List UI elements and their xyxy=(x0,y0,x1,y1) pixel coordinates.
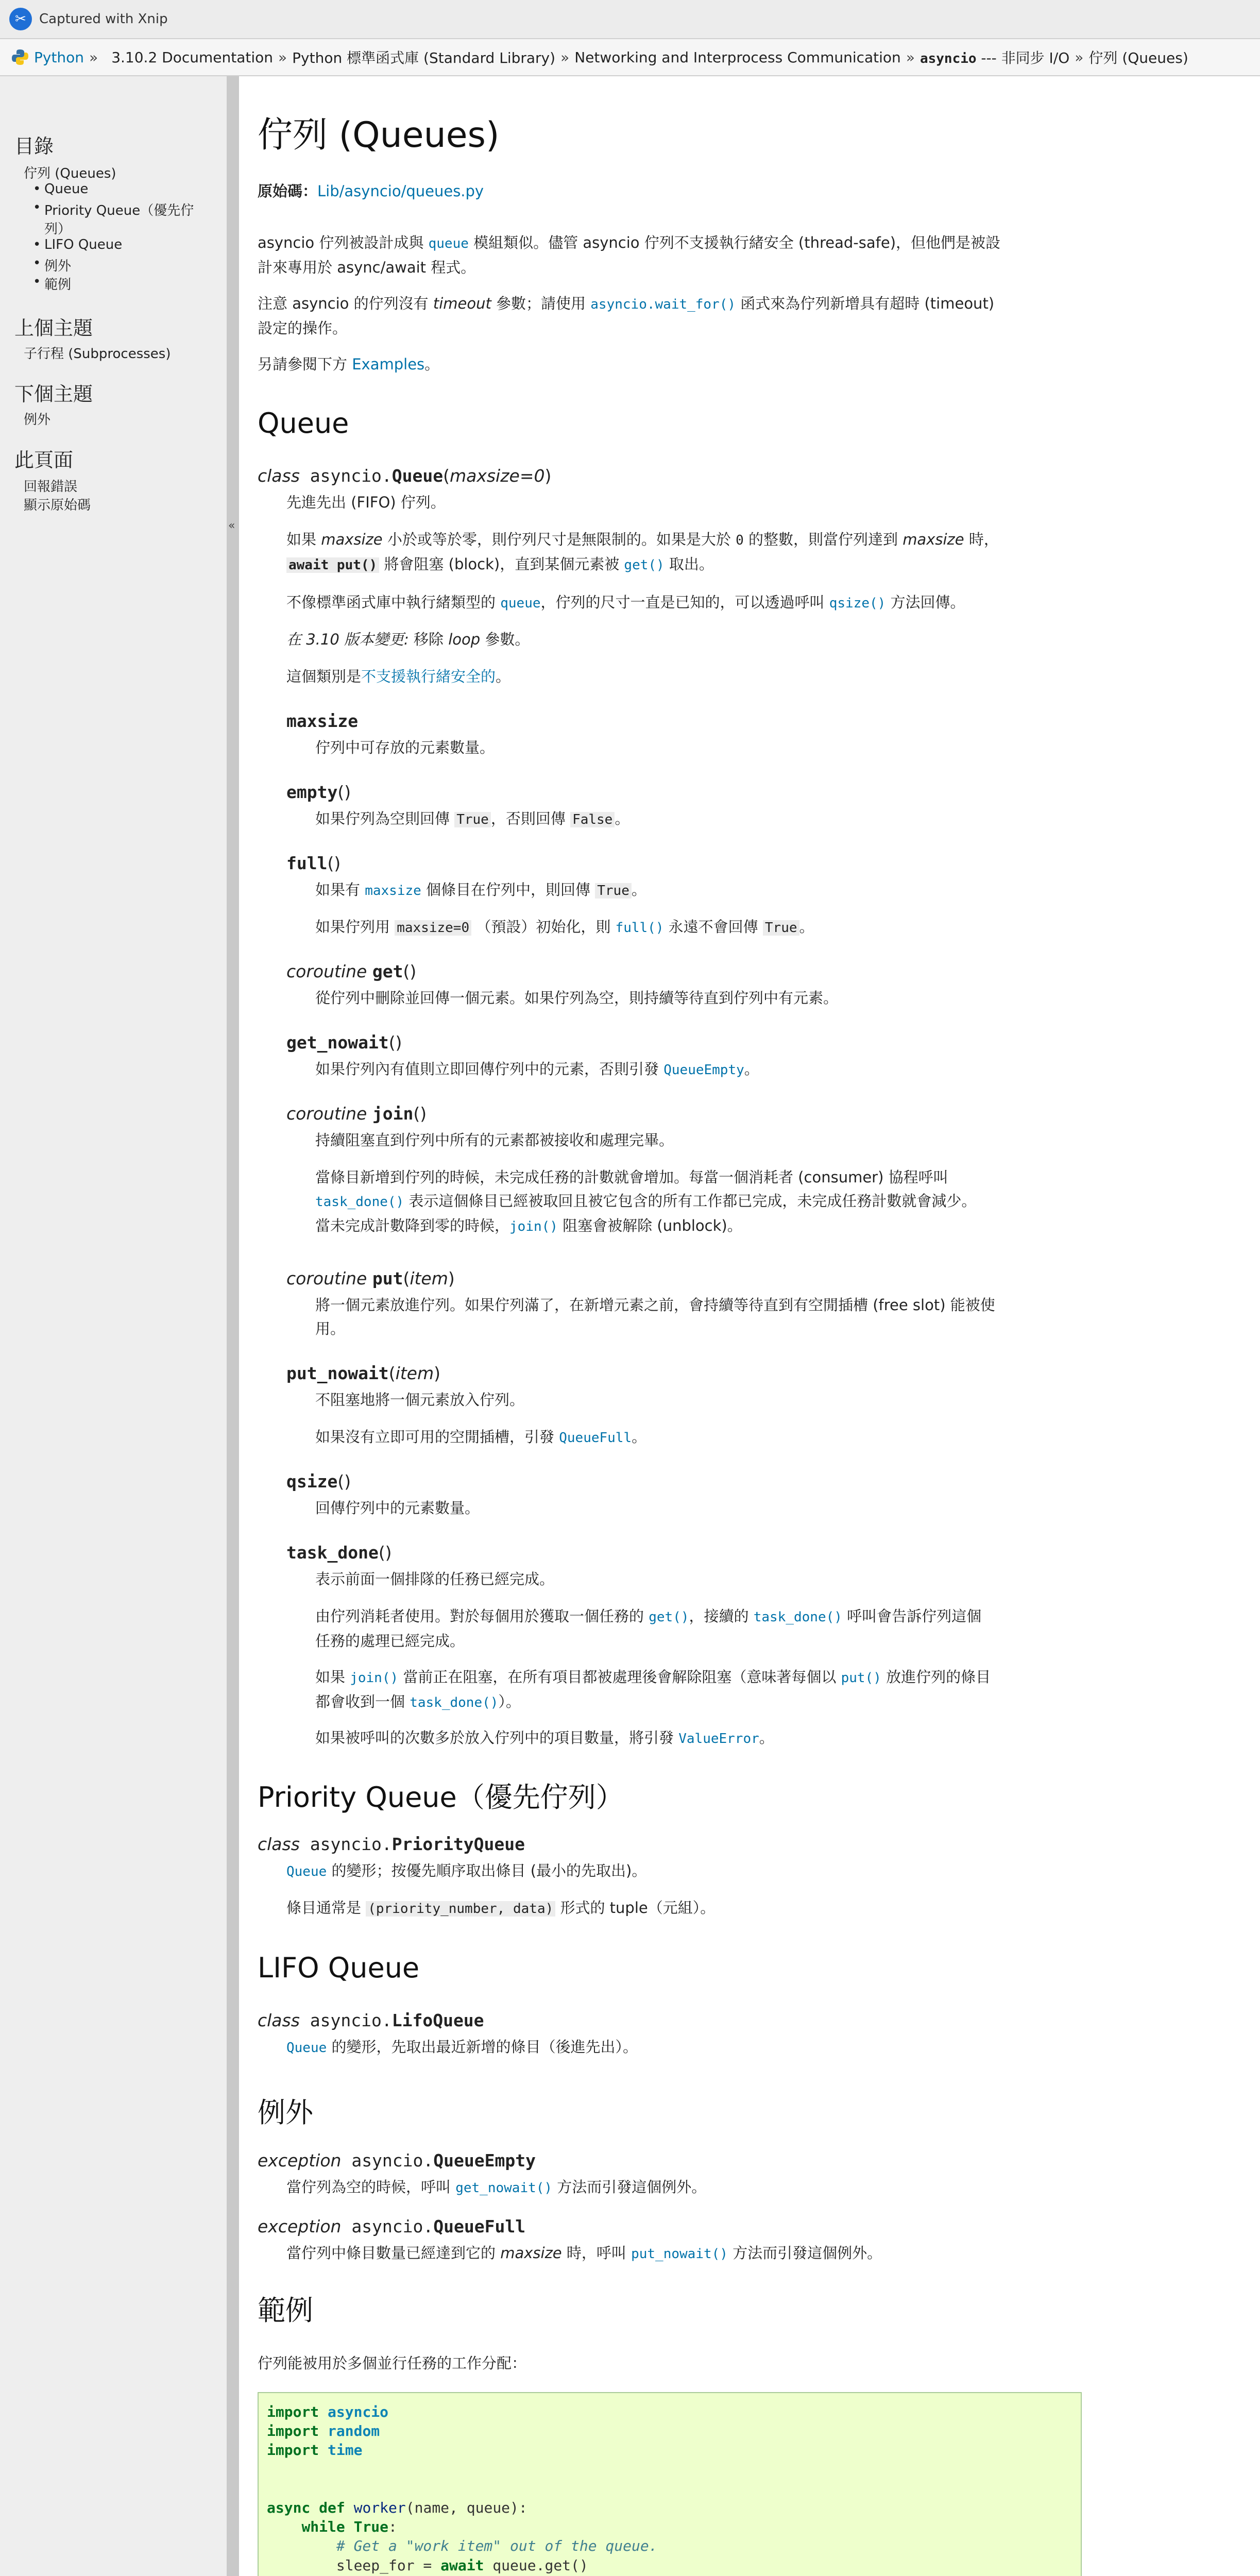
get-nowait-link[interactable]: get_nowait() xyxy=(455,2180,553,2196)
task-done-description: 表示前面一個排隊的任務已經完成。 xyxy=(315,1570,555,1588)
queue-maxsize-paragraph: 如果 maxsize 小於或等於零，則佇列尺寸是無限制的。如果是大於 0 的整數，則當佇列達到 maxsize 時， await put() 將會阻塞 (block)，直到某個元素被 get() 取出。 xyxy=(286,531,999,573)
section-priority-queue-heading: Priority Queue（優先佇列） xyxy=(258,1781,624,1814)
get-nowait-method: get_nowait() xyxy=(286,1032,402,1053)
next-topic-title: 下個主題 xyxy=(14,383,93,405)
toc-item-exceptions[interactable]: 例外 xyxy=(44,259,72,274)
sidebar-collapse-handle[interactable] xyxy=(227,76,239,2576)
join-link-2[interactable]: join() xyxy=(350,1670,399,1686)
put-method: coroutine put(item) xyxy=(286,1268,455,1289)
breadcrumb-page: 佇列 (Queues) xyxy=(1088,49,1188,66)
section-exceptions-heading: 例外 xyxy=(258,2096,313,2129)
join-method: coroutine join() xyxy=(286,1104,427,1124)
priority-queue-description: Queue 的變形；按優先順序取出條目 (最小的先取出)。 xyxy=(286,1862,647,1879)
breadcrumb-python[interactable]: Python xyxy=(34,48,84,66)
queue-full-signature: exception asyncio.QueueFull xyxy=(258,2216,526,2236)
queue-full-description: 當佇列中條目數量已經達到它的 maxsize 時，呼叫 put_nowait() 方法而引發這個例外。 xyxy=(286,2244,882,2262)
full-method: full() xyxy=(286,853,341,873)
priority-queue-description-2: 條目通常是 (priority_number, data) 形式的 tuple（元組）。 xyxy=(286,1899,716,1917)
value-error-link[interactable]: ValueError xyxy=(678,1731,759,1747)
section-queue-heading: Queue xyxy=(258,407,349,439)
collapse-arrow-icon: « xyxy=(228,519,235,532)
capture-bar xyxy=(0,0,1260,39)
full-link[interactable]: full() xyxy=(615,920,664,936)
source-line: 原始碼：Lib/asyncio/queues.py xyxy=(258,182,484,200)
this-page-title: 此頁面 xyxy=(14,449,74,471)
queue-empty-link[interactable]: QueueEmpty xyxy=(663,1062,744,1078)
lifo-queue-signature: class asyncio.LifoQueue xyxy=(258,2010,484,2030)
next-topic-link[interactable]: 例外 xyxy=(24,412,51,428)
report-bug-link[interactable]: 回報錯誤 xyxy=(24,479,78,495)
task-done-method: task_done() xyxy=(286,1543,392,1563)
full-description: 如果有 maxsize 個條目在佇列中，則回傳 True 。 xyxy=(315,881,646,899)
task-done-description-2: 由佇列消耗者使用。對於每個用於獲取一個任務的 get()，接續的 task_done() 呼叫會告訴佇列這個 任務的處理已經完成。 xyxy=(315,1607,982,1650)
maxsize-attribute: maxsize xyxy=(286,711,359,731)
join-description: 持續阻塞直到佇列中所有的元素都被接收和處理完畢。 xyxy=(315,1131,674,1149)
get-nowait-description: 如果佇列內有值則立即回傳佇列中的元素，否則引發 QueueEmpty。 xyxy=(315,1060,759,1078)
queue-module-link[interactable]: queue xyxy=(428,236,469,251)
task-done-description-4: 如果被呼叫的次數多於放入佇列中的項目數量，將引發 ValueError。 xyxy=(315,1729,774,1747)
priority-queue-signature: class asyncio.PriorityQueue xyxy=(258,1834,525,1854)
thread-safety-note: 這個類別是不支援執行緒安全的。 xyxy=(286,668,511,685)
get-description: 從佇列中刪除並回傳一個元素。如果佇列為空，則持續等待直到佇列中有元素。 xyxy=(315,989,839,1007)
queue-size-paragraph: 不像標準函式庫中執行緒類型的 queue，佇列的尺寸一直是已知的，可以透過呼叫 qsize() 方法回傳。 xyxy=(286,594,965,611)
version-changed-note: 在 3.10 版本變更: 移除 loop 參數。 xyxy=(286,631,530,648)
wait-for-link[interactable]: asyncio.wait_for() xyxy=(590,297,736,312)
join-link[interactable]: join() xyxy=(509,1219,558,1234)
task-done-link[interactable]: task_done() xyxy=(315,1194,404,1210)
maxsize-link[interactable]: maxsize xyxy=(365,883,421,899)
breadcrumb-version[interactable]: 3.10.2 Documentation xyxy=(111,48,274,66)
task-done-link-2[interactable]: task_done() xyxy=(753,1609,842,1625)
toc-item-queues[interactable]: 佇列 (Queues) xyxy=(24,166,116,181)
page-title: 佇列 (Queues) xyxy=(258,115,500,156)
python-logo-icon xyxy=(11,48,29,66)
put-nowait-description-2: 如果沒有立即可用的空閒插槽，引發 QueueFull。 xyxy=(315,1428,647,1446)
breadcrumb-library[interactable]: Python 標準函式庫 (Standard Library) xyxy=(292,49,556,66)
get-method-link[interactable]: get() xyxy=(624,557,665,573)
task-done-description-3: 如果 join() 當前正在阻塞，在所有項目都被處理後會解除阻塞（意味著每個以 put() 放進佇列的條目 都會收到一個 task_done()）。 xyxy=(315,1668,991,1710)
intro-paragraph-2: 注意 asyncio 的佇列沒有 timeout 參數；請使用 asyncio.wait_for() 函式來為佇列新增具有超時 (timeout) 設定的操作。 xyxy=(258,295,995,337)
section-examples-heading: 範例 xyxy=(258,2294,313,2327)
breadcrumb-module[interactable]: asyncio --- 非同步 I/O xyxy=(920,49,1070,66)
queue-class-link[interactable]: Queue xyxy=(286,1864,327,1879)
breadcrumb: Python » 3.10.2 Documentation » Python 標準函式庫 (Standard Library) » Networking and Interprocess Communication » asyncio --- 非同步 I/O » 佇列 (Queues) xyxy=(0,39,1260,76)
code-example[interactable] xyxy=(258,2392,1082,2576)
source-link[interactable]: Lib/asyncio/queues.py xyxy=(317,182,484,200)
join-description-2: 當條目新增到佇列的時候，未完成任務的計數就會增加。每當一個消耗者 (consumer) 協程呼叫 task_done() 表示這個條目已經被取回且被它包含的所有工作都已完成，未完成任務計數就會減少。 當未完成計數降到零的時候，join() 阻塞會被解除 (unblock)。 xyxy=(315,1168,977,1234)
examples-link[interactable]: Examples xyxy=(352,355,425,373)
queue-full-link[interactable]: QueueFull xyxy=(559,1430,632,1446)
queue-description: 先進先出 (FIFO) 佇列。 xyxy=(286,494,446,511)
intro-paragraph-1: asyncio 佇列被設計成與 queue 模組類似。儘管 asyncio 佇列不支援執行緒安全 (thread-safe)，但他們是被設 計來專用於 async/await 程式。 xyxy=(258,234,1001,276)
full-description-2: 如果佇列用 maxsize=0 （預設）初始化，則 full() 永遠不會回傳 True 。 xyxy=(315,918,814,936)
put-link[interactable]: put() xyxy=(841,1670,881,1686)
code-listing: import asyncio import random import time async def worker(name, queue): while True: # Get a "work item" out of the queue. sleep_for = await queue.get() xyxy=(267,2403,658,2574)
queue-class-signature: class asyncio.Queue(maxsize=0) xyxy=(258,466,552,486)
lifo-queue-description: Queue 的變形，先取出最近新增的條目（後進先出）。 xyxy=(286,2038,638,2056)
put-nowait-method: put_nowait(item) xyxy=(286,1363,440,1383)
sidebar: 目錄 佇列 (Queues) • Queue • Priority Queue（優先佇 列） • LIFO Queue • 例外 • 範例 上個主題 子行程 (Subprocesses) 下個主題 例外 此頁面 回報錯誤 顯示原始碼 xyxy=(0,76,227,2576)
queue-empty-description: 當佇列為空的時候，呼叫 get_nowait() 方法而引發這個例外。 xyxy=(286,2178,707,2196)
task-done-link-3[interactable]: task_done() xyxy=(410,1695,499,1710)
show-source-link[interactable]: 顯示原始碼 xyxy=(24,498,91,513)
put-description: 將一個元素放進佇列。如果佇列滿了，在新增元素之前，會持續等待直到有空閒插槽 (free slot) 能被使 用。 xyxy=(315,1296,995,1337)
queue-empty-signature: exception asyncio.QueueEmpty xyxy=(258,2150,536,2171)
capture-label: Captured with Xnip xyxy=(39,11,168,27)
qsize-link[interactable]: qsize() xyxy=(829,596,886,611)
get-method: coroutine get() xyxy=(286,961,417,981)
qsize-description: 回傳佇列中的元素數量。 xyxy=(315,1499,480,1517)
intro-paragraph-3: 另請參閱下方 Examples。 xyxy=(258,355,440,373)
put-nowait-description: 不阻塞地將一個元素放入佇列。 xyxy=(315,1391,525,1409)
prev-topic-title: 上個主題 xyxy=(14,317,93,340)
qsize-method: qsize() xyxy=(286,1471,351,1492)
toc-item-lifo-queue[interactable]: LIFO Queue xyxy=(44,237,123,252)
empty-method: empty() xyxy=(286,782,351,802)
toc-item-queue[interactable]: Queue xyxy=(44,181,89,197)
put-nowait-link[interactable]: put_nowait() xyxy=(631,2246,728,2262)
get-link[interactable]: get() xyxy=(649,1609,689,1625)
prev-topic-link[interactable]: 子行程 (Subprocesses) xyxy=(24,346,171,362)
xnip-logo-icon: ✂ xyxy=(9,8,32,30)
examples-description: 佇列能被用於多個並行任務的工作分配： xyxy=(258,2354,527,2372)
toc-title: 目錄 xyxy=(14,135,54,158)
toc-item-examples[interactable]: 範例 xyxy=(44,277,72,293)
toc-item-priority-queue-cont[interactable]: 列） xyxy=(44,222,72,237)
queue-class-link-2[interactable]: Queue xyxy=(286,2040,327,2056)
queue-link[interactable]: queue xyxy=(500,596,541,611)
toc-item-priority-queue[interactable]: Priority Queue（優先佇 xyxy=(44,203,194,218)
breadcrumb-section[interactable]: Networking and Interprocess Communication xyxy=(574,48,901,66)
section-lifo-queue-heading: LIFO Queue xyxy=(258,1952,420,1984)
empty-description: 如果佇列為空則回傳 True ，否則回傳 False 。 xyxy=(315,810,630,827)
maxsize-description: 佇列中可存放的元素數量。 xyxy=(315,739,495,756)
thread-safety-link[interactable]: 不支援執行緒安全的 xyxy=(361,668,496,685)
